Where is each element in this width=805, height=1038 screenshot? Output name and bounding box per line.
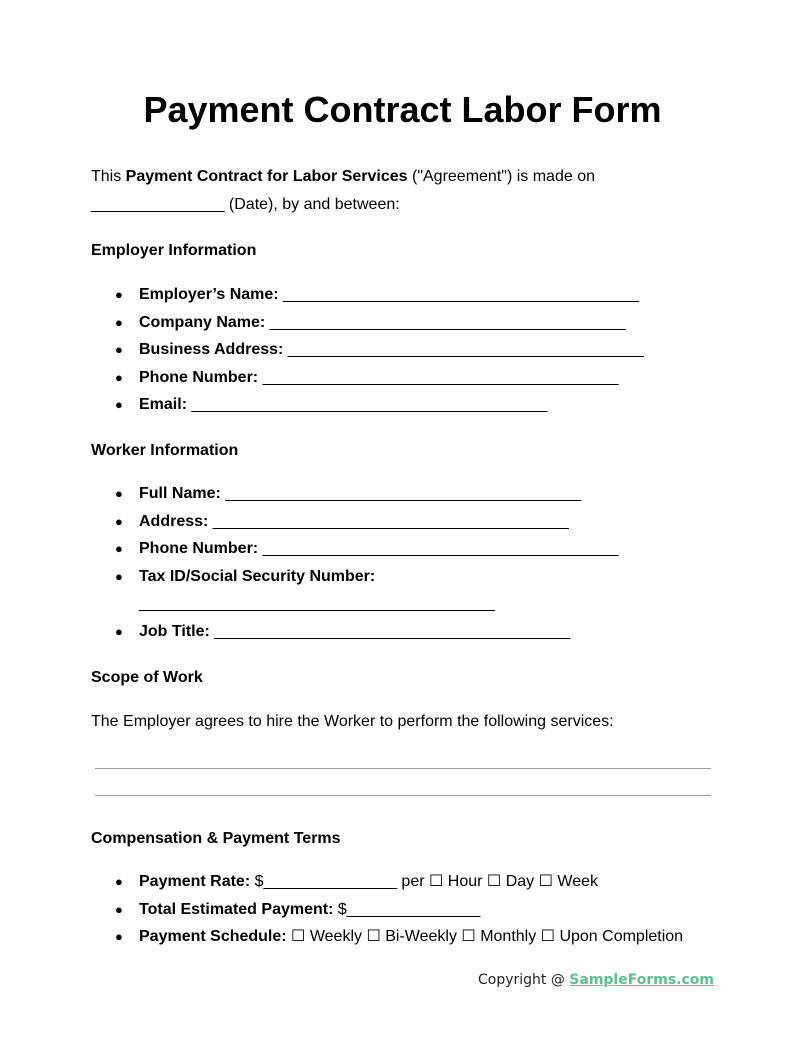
worker-heading: Worker Information <box>91 442 239 459</box>
business-address-field[interactable] <box>91 336 644 364</box>
field-blank: ________________________________________ <box>139 595 495 612</box>
page-title: Payment Contract Labor Form <box>143 89 662 130</box>
field-blank: ________________________________________ <box>258 540 619 557</box>
worker-phone-field[interactable] <box>91 535 619 563</box>
company-name-field[interactable] <box>91 309 644 337</box>
field-options: $_______________ <box>333 900 481 918</box>
field-label: Payment Rate: <box>139 873 251 890</box>
field-options: ☐ Weekly ☐ Bi-Weekly ☐ Monthly ☐ Upon Completion <box>286 928 684 945</box>
employer-name-field[interactable] <box>91 281 644 309</box>
employer-field-list <box>91 281 644 419</box>
field-label: Job Title: <box>139 623 210 640</box>
field-blank: ________________________________________ <box>209 623 571 640</box>
worker-field-list <box>91 480 619 646</box>
field-label: Payment Schedule: <box>139 928 287 945</box>
sampleforms-link[interactable]: SampleForms.com <box>569 972 714 988</box>
total-estimated-payment-field[interactable] <box>91 896 683 924</box>
field-blank: ________________________________________ <box>278 286 639 303</box>
field-label: Tax ID/Social Security Number: <box>139 567 376 585</box>
copyright-text: Copyright @ <box>477 972 570 988</box>
field-options: $_______________ per ☐ Hour ☐ Day ☐ Week <box>250 873 598 890</box>
copyright-footer <box>478 970 714 990</box>
payment-schedule-field[interactable] <box>91 923 683 951</box>
intro-prefix: This <box>91 168 126 185</box>
field-blank: ________________________________________ <box>283 341 644 358</box>
scope-line-1[interactable] <box>95 768 711 769</box>
intro-paragraph <box>91 163 691 219</box>
worker-tax-id-field[interactable] <box>91 563 619 619</box>
field-label: Phone Number: <box>139 540 259 557</box>
field-blank: ________________________________________ <box>187 396 548 413</box>
scope-text: The Employer agrees to hire the Worker to perform the following services: <box>91 713 614 730</box>
field-label: Email: <box>139 396 188 413</box>
intro-date-line: _______________ (Date), by and between: <box>91 196 400 213</box>
employer-heading: Employer Information <box>91 242 257 259</box>
field-label: Company Name: <box>139 313 266 331</box>
field-blank: ________________________________________ <box>258 368 619 386</box>
field-label: Full Name: <box>139 485 221 502</box>
field-label: Address: <box>139 512 209 530</box>
compensation-field-list <box>91 868 683 951</box>
compensation-heading: Compensation & Payment Terms <box>91 830 341 847</box>
intro-bold: Payment Contract for Labor Services <box>125 168 408 185</box>
intro-suffix: ("Agreement") is made on <box>407 168 595 185</box>
worker-full-name-field[interactable] <box>91 480 619 508</box>
worker-job-title-field[interactable] <box>91 618 619 646</box>
field-label: Employer’s Name: <box>139 286 279 303</box>
employer-phone-field[interactable] <box>91 364 644 392</box>
worker-address-field[interactable] <box>91 508 619 536</box>
payment-rate-field[interactable] <box>91 868 683 896</box>
field-blank: ________________________________________ <box>265 313 626 331</box>
field-label: Total Estimated Payment: <box>139 900 334 918</box>
field-label: Business Address: <box>139 341 284 358</box>
scope-line-2[interactable] <box>95 795 711 796</box>
scope-heading: Scope of Work <box>91 669 203 686</box>
field-label: Phone Number: <box>139 368 259 386</box>
field-blank: ________________________________________ <box>220 485 582 502</box>
field-blank: ________________________________________ <box>208 512 569 530</box>
employer-email-field[interactable] <box>91 391 644 419</box>
